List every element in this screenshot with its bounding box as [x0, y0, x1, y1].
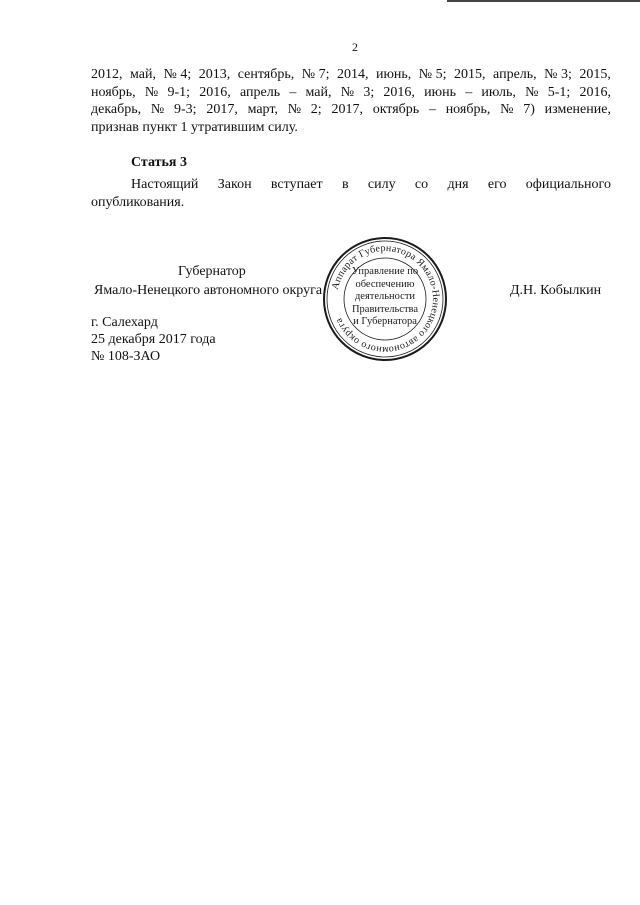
word: июнь — [424, 84, 456, 100]
word: вступает — [270, 177, 323, 192]
word: изменение, — [544, 102, 611, 117]
word: дня — [447, 177, 469, 192]
paragraph-line — [91, 66, 611, 84]
word: № 3; — [544, 67, 572, 82]
word: 9-1; — [167, 84, 191, 100]
word: 2014, — [336, 67, 369, 82]
word: № — [500, 102, 514, 117]
word: № 5; — [418, 67, 447, 82]
word: № 4; — [163, 67, 192, 82]
word: – — [289, 84, 297, 100]
law-number: № 108-ЗАО — [91, 349, 161, 364]
paragraph-line — [91, 119, 611, 137]
word: март, — [247, 102, 278, 117]
word: ноябрь, — [445, 102, 491, 117]
seal-center-line: Управление по — [351, 266, 419, 277]
page-number: 2 — [352, 40, 358, 54]
word: октябрь — [372, 102, 420, 117]
seal-center-line: и Губернатора — [353, 316, 417, 327]
seal-center-line: обеспечению — [355, 278, 415, 290]
word: 2012, — [91, 67, 123, 82]
article-line — [91, 176, 611, 194]
word: 2016, — [199, 84, 231, 100]
word: № 7; — [301, 67, 330, 82]
top-rule — [447, 0, 640, 2]
word: апрель, — [493, 67, 537, 82]
word: 2017, — [331, 102, 363, 117]
amendment-paragraph — [91, 66, 611, 136]
word: 5-1; — [547, 84, 571, 100]
seal-center-line: деятельности — [354, 291, 416, 302]
paragraph-line — [91, 101, 611, 119]
word: 2016, — [579, 84, 611, 100]
signatory-name: Д.Н. Кобылкин — [510, 283, 602, 298]
word: 2017, — [206, 102, 238, 117]
word: № — [525, 84, 539, 100]
word: июль, — [481, 84, 516, 100]
word: официального — [525, 177, 611, 192]
official-seal — [322, 236, 448, 362]
word: № — [287, 102, 302, 117]
word: июнь, — [375, 67, 412, 82]
word: № — [340, 84, 355, 100]
word: 2015, — [454, 67, 486, 82]
paragraph-line — [91, 84, 611, 102]
word: опубликования. — [91, 194, 185, 210]
signing-date: 25 декабря 2017 года — [91, 332, 216, 347]
signatory-region: Ямало-Ненецкого автономного округа — [94, 283, 323, 298]
word: май, — [305, 84, 332, 100]
word: 9-3; — [174, 102, 197, 117]
seal-center-text — [344, 266, 426, 329]
word: – — [465, 84, 473, 100]
place-of-signing: г. Салехард — [91, 315, 158, 330]
word: № — [144, 84, 159, 100]
word: № — [150, 102, 165, 117]
word: 2015, — [579, 67, 611, 82]
word: 2016, — [383, 84, 415, 100]
word: признав пункт 1 утратившим силу. — [91, 119, 298, 135]
word: со — [414, 177, 429, 192]
word: 7) — [523, 102, 535, 117]
word: апрель — [239, 84, 281, 100]
word: сентябрь, — [237, 67, 295, 82]
word: Настоящий — [131, 177, 199, 192]
word: – — [428, 102, 436, 117]
signatory-title: Губернатор — [178, 264, 246, 279]
word: Закон — [217, 177, 252, 192]
seal-center-line: Правительства — [351, 303, 419, 315]
word: декабрь, — [91, 102, 142, 117]
article-heading: Статья 3 — [131, 155, 187, 170]
word: его — [487, 177, 507, 192]
word: май, — [130, 67, 156, 82]
word: 3; — [363, 84, 375, 100]
article-line — [91, 194, 611, 212]
word: 2; — [310, 102, 322, 117]
article-paragraph — [91, 176, 611, 211]
word: в — [341, 177, 349, 192]
word: силу — [367, 177, 396, 192]
word: ноябрь, — [91, 84, 136, 100]
seal-ring-text: Аппарат Губернатора Ямало-Ненецкого автономного округа — [329, 242, 442, 356]
word: 2013, — [198, 67, 231, 82]
